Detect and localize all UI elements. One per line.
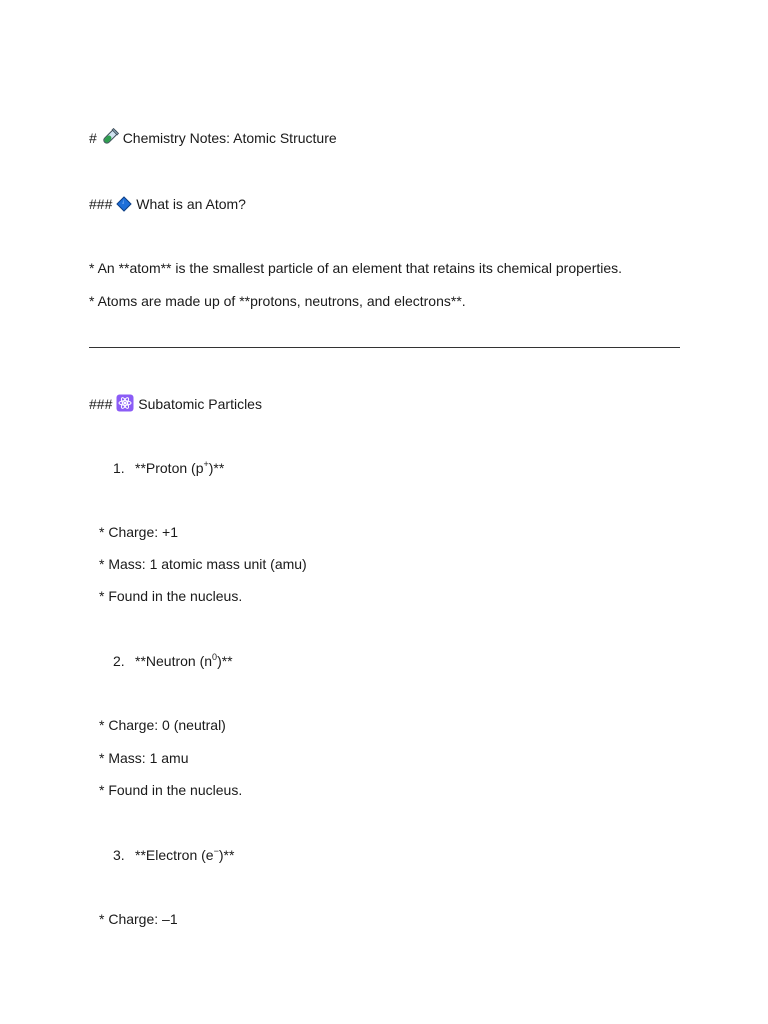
horizontal-divider bbox=[89, 347, 680, 348]
detail-line: * Charge: –1 bbox=[99, 911, 178, 927]
bullet-line: * An **atom** is the smallest particle of an element that retains its chemical properties. bbox=[89, 260, 623, 276]
heading-text: Subatomic Particles bbox=[138, 396, 262, 412]
atom-symbol-icon bbox=[116, 394, 134, 416]
detail-line: * Mass: 1 atomic mass unit (amu) bbox=[99, 556, 307, 572]
section-heading-particles bbox=[89, 394, 262, 416]
detail-line: * Mass: 1 amu bbox=[99, 750, 189, 766]
list-number: 3. bbox=[113, 847, 125, 863]
section-heading-atom bbox=[89, 195, 246, 216]
bullet-line: * Atoms are made up of **protons, neutrons, and electrons**. bbox=[89, 293, 466, 309]
heading-prefix: ### bbox=[89, 196, 113, 212]
list-label-end: )** bbox=[217, 653, 233, 669]
list-label: **Proton (p bbox=[135, 460, 204, 476]
list-label-end: )** bbox=[218, 847, 235, 863]
detail-line: * Found in the nucleus. bbox=[99, 588, 243, 604]
charge-superscript: − bbox=[213, 846, 219, 856]
list-label: **Electron (e bbox=[135, 847, 214, 863]
list-label: **Neutron (n bbox=[135, 653, 213, 669]
detail-line: * Charge: +1 bbox=[99, 524, 178, 540]
detail-line: * Charge: 0 (neutral) bbox=[99, 717, 226, 733]
test-tube-icon bbox=[101, 128, 119, 150]
list-number: 2. bbox=[113, 653, 125, 669]
title-text: Chemistry Notes: Atomic Structure bbox=[122, 130, 337, 146]
heading-prefix: ### bbox=[89, 396, 113, 412]
heading-text: What is an Atom? bbox=[136, 196, 246, 212]
title-prefix: # bbox=[89, 130, 97, 146]
list-label-end: )** bbox=[208, 460, 225, 476]
charge-superscript: 0 bbox=[212, 652, 218, 662]
list-item-neutron bbox=[113, 652, 233, 670]
doc-title bbox=[89, 128, 337, 150]
list-number: 1. bbox=[113, 460, 125, 476]
list-item-proton bbox=[113, 459, 224, 477]
detail-line: * Found in the nucleus. bbox=[99, 782, 243, 798]
blue-diamond-icon bbox=[116, 196, 132, 216]
list-item-electron bbox=[113, 846, 234, 864]
charge-superscript: + bbox=[203, 459, 209, 469]
